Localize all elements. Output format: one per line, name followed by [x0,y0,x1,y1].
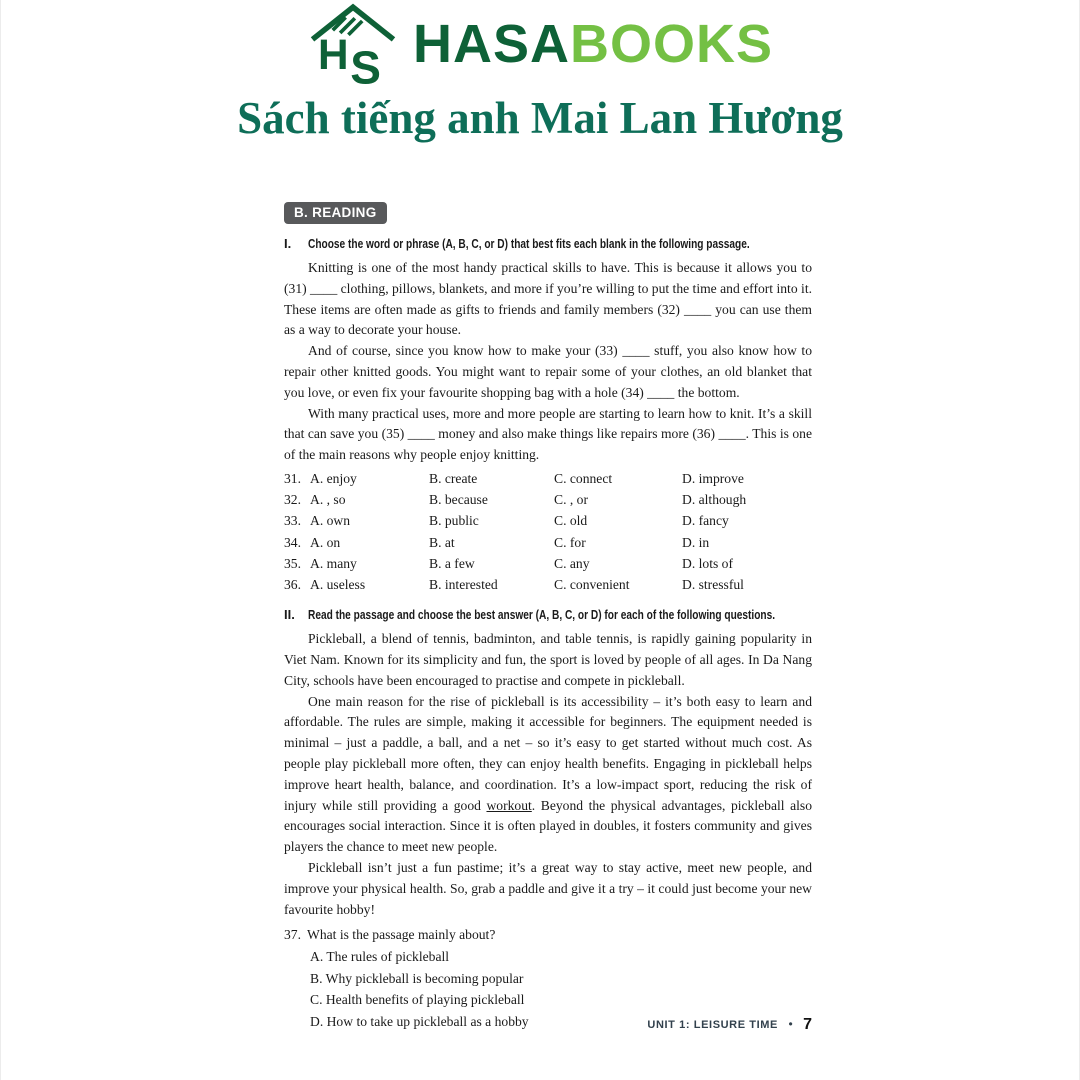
option-d: D. stressful [682,576,744,592]
option-d: D. improve [682,470,744,486]
exercise1-instruction-text: Choose the word or phrase (A, B, C, or D) that best fits each blank in the following passage. [308,236,750,251]
question-row-36 [284,574,812,595]
brand-primary-text: HASA [412,14,570,74]
option-c: C. , or [554,492,588,508]
option-a: A. many [310,555,357,571]
option-c: C. connect [554,470,613,486]
question-37-option-c: C. Health benefits of playing pickleball [310,992,525,1008]
passage2-paragraph-2-after: . Beyond the physical advantages, pickleball also encourages social interaction. Since it is often played in doubles, it fosters community and gives players the chance to meet new people. [284,797,812,855]
question-37-option-b: B. Why pickleball is becoming popular [310,970,524,986]
question-37-text: What is the passage mainly about? [307,927,496,943]
option-b: B. public [429,513,479,529]
hasabooks-logo-icon [307,2,399,86]
section-badge: B. READING [284,202,387,224]
question-number: 35. [284,555,301,571]
option-d: D. although [682,492,747,508]
page-number: 7 [803,1016,812,1033]
option-c: C. old [554,513,588,529]
question-row-31 [284,468,812,489]
option-b: B. at [429,534,455,550]
question-row-32 [284,489,812,510]
passage2-paragraph-3: Pickleball isn’t just a fun pastime; it’s a great way to stay active, meet new people, and improve your physical health. So, grab a paddle and give it a try – it could just become your new favourite hobby! [284,859,812,917]
option-d: D. lots of [682,555,733,571]
option-c: C. convenient [554,576,630,592]
question-37-option-d: D. How to take up pickleball as a hobby [310,1013,529,1029]
passage2-paragraph-2-before: One main reason for the rise of pickleball is its accessibility – it’s both easy to learn and affordable. The rules are simple, making it accessible for beginners. The equipment needed is minimal – just a paddle, a ball, and a net – so it’s easy to get started without much cost. As people play pickleball more often, they can enjoy health benefits. Engaging in pickleball helps improve heart health, balance, and coordination. It’s a low-impact sport, reducing the risk of injury while still providing a good [284,693,812,813]
underlined-word: workout [486,797,532,813]
book-page [284,202,812,1033]
book-series-subtitle: Sách tiếng anh Mai Lan Hương [237,93,843,143]
questions-31-36-table [284,468,812,595]
brand-header [1,2,1079,86]
option-a: A. useless [310,576,366,592]
question-row-35 [284,553,812,574]
page-footer [284,1016,812,1034]
passage2-paragraph-1: Pickleball, a blend of tennis, badminton, and table tennis, is rapidly gaining popularity in Viet Nam. Known for its simplicity and fun, the sport is loved by people of all ages. In Da Nang City, schools have been encouraged to practise and compete in pickleball. [284,631,812,688]
question-row-34 [284,532,812,553]
passage1-paragraph-1: Knitting is one of the most handy practical skills to have. This is because it allows you to (31) ____ clothing, pillows, blankets, and more if you’re willing to put the time and effort into it. These items are often made as gifts to friends and family members (32) ____ you can use them as a way to decorate your house. [284,260,812,338]
option-a: A. , so [310,492,346,508]
option-d: D. fancy [682,513,729,529]
exercise2-instruction-text: Read the passage and choose the best answer (A, B, C, or D) for each of the following questions. [308,607,776,623]
option-a: A. enjoy [310,470,357,486]
question-37-number: 37. [284,927,301,943]
brand-secondary-text: BOOKS [569,14,774,74]
question-37 [284,924,812,946]
option-a: A. own [310,513,351,529]
question-row-33 [284,510,812,531]
option-b: B. because [429,492,488,508]
brand-wordmark [412,14,774,74]
question-number: 31. [284,470,301,486]
svg-text:S: S [350,41,381,86]
question-37-option-a: A. The rules of pickleball [310,948,450,964]
passage1-paragraph-3: With many practical uses, more and more people are starting to learn how to knit. It’s a skill that can save you (35) ____ money and also make things like repairs more (36) ____. This is one of the main reasons why people enjoy knitting. [284,405,812,463]
exercise1-instruction [284,235,812,253]
svg-text:H: H [318,30,349,78]
question-number: 34. [284,534,301,550]
option-a: A. on [310,534,341,550]
unit-title: UNIT 1: LEISURE TIME [647,1019,778,1031]
option-d: D. in [682,534,710,550]
option-b: B. interested [429,576,498,592]
passage1-paragraph-2: And of course, since you know how to make your (33) ____ stuff, you also know how to repair other knitted goods. You might want to repair some of your clothes, an old blanket that you love, or even fix your favourite shopping bag with a hole (34) ____ the bottom. [284,343,812,400]
question-number: 33. [284,513,301,529]
option-b: B. create [429,470,478,486]
passage2-paragraph-2 [284,692,812,858]
footer-separator: • [788,1017,793,1031]
option-c: C. any [554,555,590,571]
exercise2-instruction [284,606,812,624]
option-b: B. a few [429,555,475,571]
question-number: 36. [284,576,301,592]
exercise1-number: I. [284,236,292,251]
exercise2-number: II. [284,607,295,623]
question-number: 32. [284,492,301,508]
option-c: C. for [554,534,586,550]
